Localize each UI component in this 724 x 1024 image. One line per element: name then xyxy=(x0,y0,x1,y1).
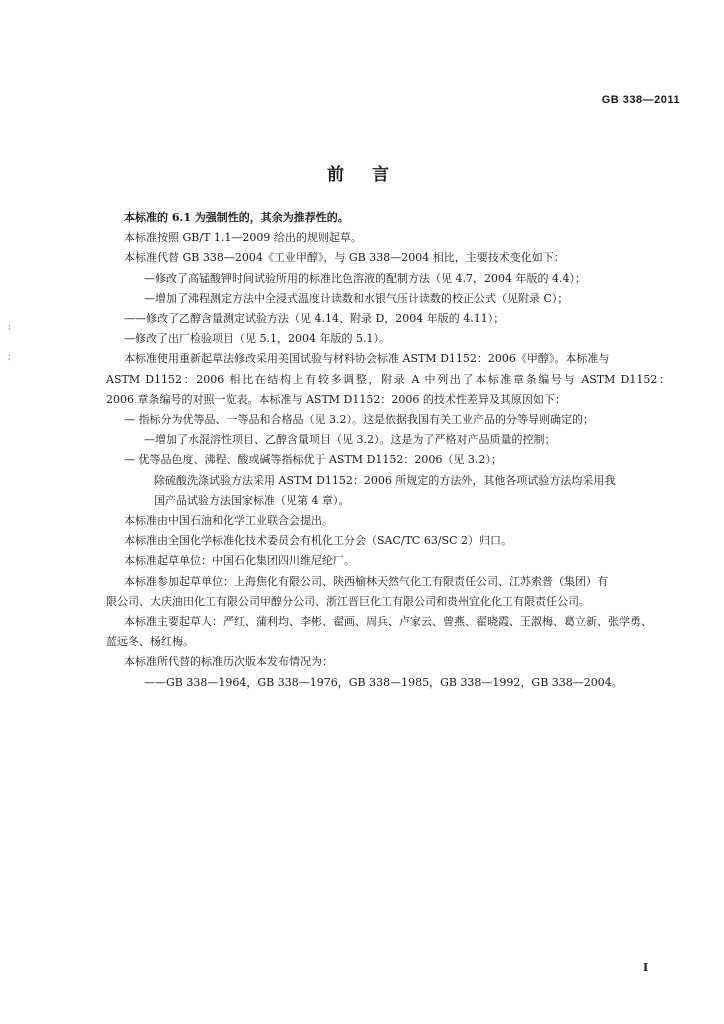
margin-mark: ; xyxy=(8,322,12,332)
list-item: — 优等品色度、沸程、酸或碱等指标优于 ASTM D1152：2006（见 3.2）； xyxy=(124,453,502,467)
standard-code-header: GB 338—2011 xyxy=(601,94,680,106)
paragraph: 本标准参加起草单位：上海焦化有限公司、陕西榆林天然气化工有限责任公司、江苏索普（集团）有 xyxy=(124,574,608,588)
list-item-continuation: 除硫酸洗涤试验方法采用 ASTM D1152：2006 所规定的方法外，其他各项试验方法均采用我 xyxy=(154,473,616,487)
paragraph: 本标准代替 GB 338—2004《工业甲醇》，与 GB 338—2004 相比，主要技术变化如下： xyxy=(124,251,565,265)
paragraph: 本标准使用重新起草法修改采用美国试验与材料协会标准 ASTM D1152：2006《甲醇》。本标准与 xyxy=(124,352,610,366)
paragraph: 本标准按照 GB/T 1.1—2009 给出的规则起草。 xyxy=(124,231,362,245)
list-item: — 指标分为优等品、一等品和合格品（见 3.2）。这是依据我国有关工业产品的分等导则确定的； xyxy=(124,413,594,427)
paragraph: 本标准由中国石油和化学工业联合会提出。 xyxy=(124,514,333,528)
list-item: —增加了水混溶性项目、乙醇含量项目（见 3.2）。这是为了严格对产品质量的控制； xyxy=(144,433,556,447)
page-title: 前言 xyxy=(327,165,417,185)
list-item: ——GB 338—1964，GB 338—1976，GB 338—1985，GB 338—1992，GB 338—2004。 xyxy=(144,675,623,689)
list-item: ——修改了乙醇含量测定试验方法（见 4.14、附录 D，2004 年版的 4.11）； xyxy=(124,312,505,326)
paragraph: 本标准主要起草人：严红、蒲利均、李彬、翟画、周兵、卢家云、曾燕、翟晓霞、王淑梅、葛立新、张学勇、 xyxy=(124,615,652,629)
list-item: —修改了出厂检验项目（见 5.1，2004 年版的 5.1）。 xyxy=(124,332,390,346)
paragraph-continuation: 限公司、大庆油田化工有限公司甲醇分公司、浙江晋巨化工有限公司和贵州宜化化工有限责任公司。 xyxy=(106,594,590,608)
paragraph: 本标准由全国化学标准化技术委员会有机化工分会（SAC/TC 63/SC 2）归口。 xyxy=(124,534,513,548)
paragraph: 本标准起草单位：中国石化集团四川维尼纶厂。 xyxy=(124,554,355,568)
paragraph-continuation: 2006 章条编号的对照一览表。本标准与 ASTM D1152：2006 的技术性差异及其原因如下： xyxy=(106,392,566,406)
foreword-body xyxy=(106,208,670,693)
list-item: —增加了沸程测定方法中全浸式温度计读数和水银气压计读数的校正公式（见附录 C）； xyxy=(144,291,569,305)
paragraph-continuation: 蓝远冬、杨红梅。 xyxy=(106,635,194,649)
list-item-continuation: 国产品试验方法国家标准（见第 4 章）。 xyxy=(154,493,350,507)
margin-mark: ; xyxy=(8,352,12,362)
paragraph: 本标准所代替的标准历次版本发布情况为： xyxy=(124,655,333,669)
list-item: —修改了高锰酸钾时间试验所用的标准比色溶液的配制方法（见 4.7，2004 年版的 4.4）； xyxy=(144,271,586,285)
paragraph: 本标准的 6.1 为强制性的，其余为推荐性的。 xyxy=(124,211,349,224)
paragraph-continuation: ASTM D1152：2006 相比在结构上有较多调整，附录 A 中列出了本标准章条编号与 ASTM D1152： xyxy=(106,372,670,386)
page-number: I xyxy=(643,961,649,974)
